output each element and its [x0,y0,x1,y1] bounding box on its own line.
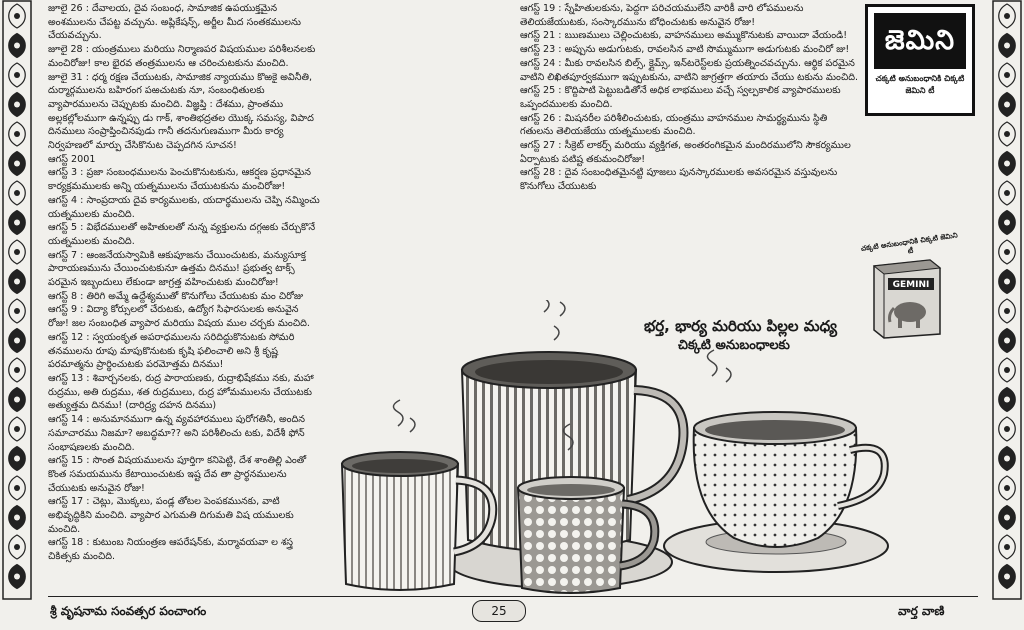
border-ornament-dot [14,338,20,344]
border-ornament-dot [14,131,20,137]
border-ornament-dot [1004,544,1010,550]
border-ornament-dot [1004,279,1010,285]
footer-rule [48,596,978,597]
right-text-column [520,2,860,212]
entry-aug-19: ఆగస్ట్ 19 : స్నేహితులకును, పెద్దగా పరిచయములేని వారికీ వారి లోపములను తెలియజేయుటకు, సంస్కారమును బోధించుటకు అనువైన రోజు! [520,3,804,28]
entry-aug-12: ఆగస్ట్ 12 : స్వయంకృత అపరాధములను సరిదిద్దుకొనుటకు సోమరి తనములను రూపు మాపుకొనుటకు కృషి ఫలించాలి అని శ్రీ కృష్ణ పరమాత్మను ప్రార్థించుటకు పరమోత్తమ దినము! [48,331,295,371]
border-ornament-dot [1004,190,1010,196]
border-ornament-dot [1004,308,1010,314]
border-ornament-dot [14,426,20,432]
border-ornament-dot [1004,72,1010,78]
right-decorative-border [992,0,1022,600]
border-ornament-dot [1004,249,1010,255]
left-decorative-border [2,0,32,600]
border-ornament-dot [14,102,20,108]
border-ornament-dot [1004,102,1010,108]
entry-aug-13: ఆగస్ట్ 13 : శివార్చనలకు, రుద్ర పారాయణకు, రుద్రాభిషేకము నకు, మహా రుద్రము, అతి రుద్రము, శత రుద్రములు, రుద్ర హోమములను చేయుటకు అత్యుత్తమ దినము! (దారిద్ర్య దహన దినము) [48,372,314,412]
border-ornament-dot [14,249,20,255]
entry-aug-26: ఆగస్ట్ 26 : మిషనరీల పరిశీలించుటకు, యంత్రము వాహనముల సామర్థ్యమును స్థితి గతులను తెలియజేయు యత్నములకు మంచిది. [520,112,828,138]
gemini-logo-text: జెమిని [874,13,966,69]
left-text-column [48,2,320,587]
entry-jul-26: జూలై 26 : దేవాలయ, దైవ సంబంధ, సామాజిక ఉపయుక్తమైన అంశములను చేపట్ట వచ్చును. అప్లికేషన్స్, అర్జీల మీద సంతకములను చేయవచ్చును. [48,3,302,42]
border-ornament-dot [14,190,20,196]
border-ornament-dot [14,574,20,580]
slogan-line-2: చిక్కటి అనుబంధాలకు [678,338,790,353]
steam-left-mug [393,400,415,432]
border-ornament-dot [14,515,20,521]
border-ornament-dot [14,308,20,314]
page-number: 25 [472,600,526,622]
entry-aug-7: ఆగస్ట్ 7 : ఆంజనేయస్వామికి ఆకుపూజను చేయించుటకు, మన్యుసూక్త పారాయణమును చేయించుటకునూ ఉత్తమ దినము! ప్రభుత్వ టాక్స్ పరమైన ఇబ్బందులు లేకుండా జాగ్రత్త వహించుటకు మంచిరోజు! [48,249,306,289]
border-ornament-dot [14,13,20,19]
pack-tagline: చక్కటి అనుబంధానికి చిక్కటి జెమిని టీ [860,231,959,256]
entry-aug-15: ఆగస్ట్ 15 : సొంత విషయములను పూర్తిగా కనిపెట్టి, దేశ శాంతిల్లి ఎంతో కొంత సమయమును కేటాయించుటకు ఇష్ట దేవ తా ప్రార్థనములను చేయుటకు అనువైన రోజు! [48,455,307,494]
border-ornament-dot [1004,574,1010,580]
border-ornament-dot [1004,367,1010,373]
border-ornament-dot [14,367,20,373]
pack-brand-text: GEMINI [892,280,930,290]
entry-aug-24: ఆగస్ట్ 24 : మీకు రావలసిన బిల్స్, క్లైమ్స్, ఇన్‌టరెస్ట్‌లకు ప్రయత్నించవచ్చును. ఆర్థిక పరమైన వాటిని లిఖితపూర్వకముగా ఇప్పుటకును, వాటిని జాగ్రత్తగా తయారు చేయు టకును మంచిది. [520,57,859,83]
entry-aug-9: ఆగస్ట్ 9 : విద్యా కోర్సులలో చేరుటకు, ఉద్యోగ సిఫారసులకు అనువైన రోజు! జల సంబంధిత వ్యాపార మరియు విషయ ముల చర్చకు మంచిది. [48,304,310,330]
border-ornament-dot [14,456,20,462]
border-ornament-dot [14,279,20,285]
border-ornament-dot [1004,456,1010,462]
section-heading-aug-2001: ఆగస్ట్ 2001 [48,153,96,165]
entry-aug-17: ఆగస్ట్ 17 : చెట్లు, మొక్కలు, పండ్ల తోటల పెంపకమునకు, వాటి అభివృద్ధికిని మంచిది. వ్యాపార ఎగుమతి దిగుమతి విష యములకు మంచిది. [48,496,294,535]
border-ornament-dot [1004,338,1010,344]
border-ornament-dot [1004,161,1010,167]
border-ornament-dot [1004,397,1010,403]
border-ornament-dot [1004,515,1010,521]
slogan-line-1: భర్త, భార్య మరియు పిల్లల మధ్య [644,317,837,335]
tea-cups-illustration [330,300,890,600]
entry-aug-28: ఆగస్ట్ 28 : దైవ సంబంధితమైనట్టి పూజలు పునస్కారములకు అవసరమైన వస్తువులను కొనుగోలు చేయుటకు [520,167,838,193]
entry-jul-28: జూలై 28 : యంత్రములు మరియు నిర్మాణపర విషయముల పరిశీలనలకు మంచిరోజు! కాల భైరవ తంత్రములను ఆ చరించుటకును మంచిది. [48,44,316,69]
steam-big-mug [539,300,565,340]
border-ornament-dot [14,43,20,49]
border-ornament-dot [1004,485,1010,491]
gemini-logo-tagline: చక్కటి అనుబంధానికి చిక్కటి జెమిని టీ [875,74,965,95]
entry-aug-27: ఆగస్ట్ 27 : సీక్రెట్ లాకర్స్ మరియు వ్యక్తిగత, అంతరంగికమైన మందిరములోని సౌకర్యముల ఏర్పాటుకు పటిష్ట తకుమంచిరోజు! [520,140,851,165]
border-ornament-dot [1004,131,1010,137]
border-ornament-dot [1004,220,1010,226]
border-ornament-dot [14,72,20,78]
border-ornament-dot [1004,13,1010,19]
entry-aug-18: ఆగస్ట్ 18 : కుటుంబ నియంత్రణ ఆపరేషన్‌కు, మర్మావయవా ల శస్త్ర చికిత్సకు మంచిది. [48,537,293,563]
border-ornament-dot [1004,43,1010,49]
entry-aug-23: ఆగస్ట్ 23 : అప్పును అడుగుటకు, రావలసిన వాటి సొమ్ముముగా అడుగుటకు మంచిరో జు! [520,44,850,56]
footer-masthead: వార్త వాణి [898,604,945,618]
entry-aug-14: ఆగస్ట్ 14 : అనుమానముగా ఉన్న వ్యవహారములు పురోగతినీ, అందిన సమాచారము నిజమా? అబద్ధమా?? అని పరిశీలించు టకు, విదేశీ ఫోన్ సంభాషణలకు మంచిది. [48,414,306,453]
entry-jul-31: జూలై 31 : ధర్మ రక్షణ చేయుటకు, సామాజిక న్యాయము కొఱకై అవినీతి, దుర్మార్గములను బహిరంగ పఱచుటకు నూ, సంబంధితులకు వ్యాపారములను చెప్పుటకు మంచిది. విజ్ఞప్తి : దేశము, ప్రాంతము అల్లకల్లోలముగా ఉన్నప్పు డు గాక్, శాంతిభద్రతల యొక్క సమస్య, విపాద దినములు సంప్రాప్తించినపుడు గానీ తదనుగుణముగా మీరు కార్య నిర్వహణలో మార్పు చేసికొనుట చెప్పదగిన సూచన! [48,71,314,152]
entry-aug-5: ఆగస్ట్ 5 : విభేదములతో అహితులతో నున్న వ్యక్తులను దగ్గఱకు చేర్చుకొనే యత్నములకు మంచిది. [48,222,316,247]
border-ornament-dot [14,485,20,491]
steam-teacup [707,350,731,382]
dotted-teacup [694,412,885,547]
entry-aug-21: ఆగస్ట్ 21 : ఋణములు చెల్లించుటకు, వాహనములు అమ్ముకొనుటకు వాయిదా వేయండి! [520,30,848,42]
entry-aug-3: ఆగస్ట్ 3 : ప్రజా సంబంధములను పెంచుకొనుటకును, ఆకర్షణ ప్రధానమైన కార్యక్రమములకు అన్ని యత్నములను చేయుటకును మంచిరోజు! [48,167,312,193]
border-ornament-dot [14,544,20,550]
border-ornament-dot [1004,426,1010,432]
entry-aug-25: ఆగస్ట్ 25 : కొద్దిపాటి పెట్టుబడితోనే అధిక లాభములు వచ్చే స్వల్పకాలిక వ్యాపారములకు ఒప్పందములకు మంచిది. [520,85,841,110]
border-ornament-dot [14,397,20,403]
footer-publication-title: శ్రీ వృషనామ సంవత్సర పంచాంగం [50,604,207,618]
border-ornament-dot [14,220,20,226]
border-ornament-dot [14,161,20,167]
gemini-logo-box [865,4,975,116]
entry-aug-8: ఆగస్ట్ 8 : తిరిగి అమ్మే ఉద్దేశ్యముతో కొనుగోలు చేయుటకు మం చిరోజు [48,290,304,302]
entry-aug-4: ఆగస్ట్ 4 : సాంప్రదాయ దైవ కార్యములకు, యదార్థములను చెప్పి నమ్మించు యత్నములకు మంచిది. [48,194,320,220]
